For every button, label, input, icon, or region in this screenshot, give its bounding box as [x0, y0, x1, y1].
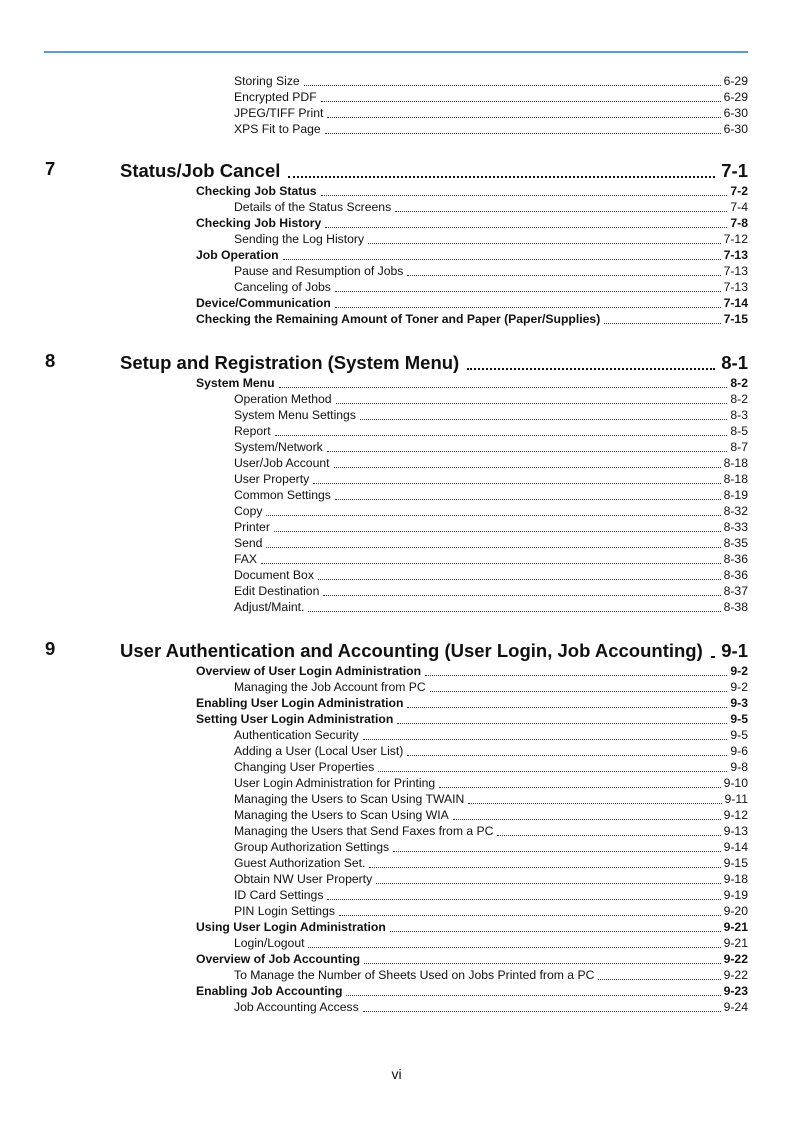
dot-leader: [393, 841, 720, 852]
toc-entry-page: 7-2: [730, 184, 748, 198]
toc-entry-page: 8-33: [723, 520, 748, 534]
toc-entry-page: 8-19: [723, 488, 748, 502]
dot-leader: [266, 505, 720, 516]
toc-entry-title: Common Settings: [234, 488, 331, 502]
dot-leader: [327, 107, 720, 118]
dot-leader: [266, 537, 720, 548]
toc-entry-page: 9-11: [724, 792, 748, 806]
toc-section-entry[interactable]: [196, 246, 748, 262]
toc-entry-title: User/Job Account: [234, 456, 330, 470]
toc-entry-page: 9-12: [723, 808, 748, 822]
toc-entry-page: 9-6: [730, 744, 748, 758]
toc-entry-title: Details of the Status Screens: [234, 200, 392, 214]
toc-subentry[interactable]: [234, 726, 748, 742]
dot-leader: [407, 745, 727, 756]
dot-leader: [376, 873, 720, 884]
toc-entry-title: System/Network: [234, 440, 323, 454]
toc-entry-page: 8-2: [730, 376, 748, 390]
toc-subentry[interactable]: [234, 550, 748, 566]
toc-entry-title: User Property: [234, 472, 310, 486]
dot-leader: [439, 777, 720, 788]
toc-entry-page: 8-35: [723, 536, 748, 550]
toc-entry-title: Setup and Registration (System Menu): [120, 352, 460, 373]
toc-entry-page: 7-15: [723, 312, 748, 326]
toc-subentry[interactable]: [234, 822, 748, 838]
toc-entry-title: User Login Administration for Printing: [234, 776, 436, 790]
toc-subentry[interactable]: [234, 902, 748, 918]
dot-leader: [308, 937, 720, 948]
dot-leader: [323, 585, 720, 596]
toc-entry-title: Managing the Users to Scan Using TWAIN: [234, 792, 465, 806]
dot-leader: [430, 681, 728, 692]
toc-subentry[interactable]: [234, 278, 748, 294]
toc-entry-page: 9-24: [723, 1000, 748, 1014]
toc-entry-title: Device/Communication: [196, 296, 331, 310]
toc-entry-title: Storing Size: [234, 74, 300, 88]
dot-leader: [274, 521, 721, 532]
dot-leader: [288, 162, 715, 178]
dot-leader: [369, 857, 720, 868]
toc-entry-page: 9-19: [723, 888, 748, 902]
toc-entry-title: Managing the Users to Scan Using WIA: [234, 808, 449, 822]
toc-entry-page: 7-13: [723, 248, 748, 262]
chapter-number: 9: [45, 638, 56, 659]
toc-section-entry[interactable]: [196, 182, 748, 198]
toc-entry-page: 9-22: [723, 968, 748, 982]
toc-entry-title: Adding a User (Local User List): [234, 744, 404, 758]
toc-subentry[interactable]: [234, 678, 748, 694]
dot-leader: [334, 457, 721, 468]
toc-entry-page: 9-2: [730, 664, 748, 678]
toc-subentry[interactable]: [234, 470, 748, 486]
toc-entry-title: Managing the Job Account from PC: [234, 680, 426, 694]
toc-entry-page: 9-22: [723, 952, 748, 966]
toc-entry-page: 9-20: [723, 904, 748, 918]
toc-entry-title: User Authentication and Accounting (User Login, Job Accounting): [120, 640, 703, 661]
dot-leader: [711, 642, 716, 658]
toc-entry-title: Using User Login Administration: [196, 920, 386, 934]
toc-entry-title: Sending the Log History: [234, 232, 365, 246]
toc-subentry[interactable]: [234, 534, 748, 550]
dot-leader: [368, 233, 721, 244]
chapter-number: 7: [45, 158, 56, 179]
toc-entry-title: Setting User Login Administration: [196, 712, 394, 726]
toc-entry-page: 9-23: [723, 984, 748, 998]
toc-entry-title: Obtain NW User Property: [234, 872, 373, 886]
toc-entry-page: 9-5: [730, 728, 748, 742]
toc-subentry[interactable]: [234, 390, 748, 406]
dot-leader: [363, 1001, 721, 1012]
dot-leader: [339, 905, 721, 916]
dot-leader: [304, 75, 721, 86]
toc-section-entry[interactable]: [196, 950, 748, 966]
toc-subentry[interactable]: [234, 966, 748, 982]
toc-entry-title: System Menu: [196, 376, 275, 390]
dot-leader: [468, 793, 721, 804]
toc-entry-page: 6-29: [723, 74, 748, 88]
dot-leader: [425, 665, 727, 676]
toc-subentry[interactable]: [234, 806, 748, 822]
dot-leader: [321, 91, 721, 102]
toc-subentry[interactable]: [234, 998, 748, 1014]
toc-section-entry[interactable]: [196, 214, 748, 230]
toc-entry-page: 9-2: [730, 680, 748, 694]
dot-leader: [325, 217, 727, 228]
toc-entry-page: 7-12: [723, 232, 748, 246]
toc-subentry[interactable]: [234, 838, 748, 854]
toc-section-entry[interactable]: [196, 310, 748, 326]
toc-entry-title: Document Box: [234, 568, 314, 582]
toc-subentry[interactable]: [234, 790, 748, 806]
dot-leader: [395, 201, 727, 212]
page-number: vi: [391, 1066, 402, 1082]
toc-entry-title: Job Accounting Access: [234, 1000, 359, 1014]
dot-leader: [397, 713, 727, 724]
toc-entry-page: 9-14: [723, 840, 748, 854]
toc-subentry[interactable]: [234, 88, 748, 104]
dot-leader: [604, 313, 720, 324]
dot-leader: [327, 889, 720, 900]
toc-entry-title: Overview of Job Accounting: [196, 952, 361, 966]
dot-leader: [378, 761, 727, 772]
dot-leader: [318, 569, 721, 580]
toc-entry-title: Guest Authorization Set.: [234, 856, 366, 870]
toc-subentry[interactable]: [234, 262, 748, 278]
toc-entry-title: Job Operation: [196, 248, 279, 262]
toc-entry-page: 7-13: [723, 264, 748, 278]
toc-entry-page: 8-5: [730, 424, 748, 438]
toc-section-entry[interactable]: [196, 662, 748, 678]
toc-entry-title: Printer: [234, 520, 270, 534]
toc-subentry[interactable]: [234, 454, 748, 470]
dot-leader: [467, 354, 715, 370]
toc-subentry[interactable]: [234, 582, 748, 598]
toc-subentry[interactable]: [234, 742, 748, 758]
toc-subentry[interactable]: [234, 774, 748, 790]
toc-entry-page: 6-30: [723, 122, 748, 136]
dot-leader: [261, 553, 721, 564]
toc-entry-title: To Manage the Number of Sheets Used on Jobs Printed from a PC: [234, 968, 595, 982]
toc-chapter-heading[interactable]: [120, 350, 748, 374]
toc-entry-title: Login/Logout: [234, 936, 305, 950]
toc-section-entry[interactable]: [196, 710, 748, 726]
toc-entry-title: Checking the Remaining Amount of Toner and Paper (Paper/Supplies): [196, 312, 601, 326]
dot-leader: [453, 809, 721, 820]
dot-leader: [364, 953, 720, 964]
dot-leader: [275, 425, 728, 436]
toc-entry-page: 7-4: [730, 200, 748, 214]
toc-section-entry[interactable]: [196, 694, 748, 710]
toc-entry-page: 9-3: [730, 696, 748, 710]
dot-leader: [313, 473, 720, 484]
toc-subentry[interactable]: [234, 566, 748, 582]
toc-subentry[interactable]: [234, 502, 748, 518]
toc-entry-title: Checking Job Status: [196, 184, 317, 198]
toc-entry-title: Enabling User Login Administration: [196, 696, 404, 710]
toc-entry-page: 8-1: [721, 352, 748, 373]
toc-subentry[interactable]: [234, 422, 748, 438]
toc-subentry[interactable]: [234, 104, 748, 120]
toc-subentry[interactable]: [234, 598, 748, 614]
toc-entry-title: ID Card Settings: [234, 888, 324, 902]
toc-entry-title: Authentication Security: [234, 728, 359, 742]
dot-leader: [335, 297, 721, 308]
toc-section-entry[interactable]: [196, 374, 748, 390]
toc-entry-page: 9-18: [723, 872, 748, 886]
toc-entry-title: Adjust/Maint.: [234, 600, 305, 614]
dot-leader: [407, 697, 727, 708]
toc-entry-page: 7-8: [730, 216, 748, 230]
dot-leader: [279, 377, 728, 388]
toc-entry-page: 7-1: [721, 160, 748, 181]
toc-subentry[interactable]: [234, 518, 748, 534]
toc-entry-title: Send: [234, 536, 263, 550]
toc-entry-title: Encrypted PDF: [234, 90, 317, 104]
toc-section-entry[interactable]: [196, 918, 748, 934]
toc-subentry[interactable]: [234, 120, 748, 136]
toc-section-entry[interactable]: [196, 294, 748, 310]
dot-leader: [335, 281, 721, 292]
toc-entry-title: Checking Job History: [196, 216, 322, 230]
toc-subentry[interactable]: [234, 438, 748, 454]
toc-subentry[interactable]: [234, 854, 748, 870]
toc-entry-page: 8-18: [723, 472, 748, 486]
toc-entry-page: 9-15: [723, 856, 748, 870]
toc-entry-page: 7-13: [723, 280, 748, 294]
toc-subentry[interactable]: [234, 406, 748, 422]
toc-entry-page: 6-30: [723, 106, 748, 120]
toc-entry-title: Copy: [234, 504, 263, 518]
toc-entry-title: Edit Destination: [234, 584, 320, 598]
toc-entry-page: 8-7: [730, 440, 748, 454]
toc-subentry[interactable]: [234, 870, 748, 886]
dot-leader: [321, 185, 728, 196]
toc-entry-title: Canceling of Jobs: [234, 280, 331, 294]
toc-entry-page: 6-29: [723, 90, 748, 104]
toc-entry-page: 9-21: [723, 920, 748, 934]
toc-subentry[interactable]: [234, 198, 748, 214]
dot-leader: [325, 123, 721, 134]
toc-entry-page: 8-38: [723, 600, 748, 614]
toc-entry-page: 8-36: [723, 568, 748, 582]
toc-chapter-heading[interactable]: [120, 638, 748, 662]
dot-leader: [598, 969, 720, 980]
dot-leader: [360, 409, 727, 420]
toc-entry-title: Report: [234, 424, 271, 438]
toc-subentry[interactable]: [234, 486, 748, 502]
toc-entry-page: 8-3: [730, 408, 748, 422]
toc-entry-page: 7-14: [723, 296, 748, 310]
dot-leader: [335, 489, 721, 500]
toc-entry-title: JPEG/TIFF Print: [234, 106, 324, 120]
toc-entry-page: 9-21: [723, 936, 748, 950]
dot-leader: [363, 729, 728, 740]
toc-entry-page: 9-13: [723, 824, 748, 838]
toc-entry-page: 9-10: [723, 776, 748, 790]
toc-entry-page: 8-36: [723, 552, 748, 566]
toc-entry-title: System Menu Settings: [234, 408, 356, 422]
toc-entry-title: Operation Method: [234, 392, 332, 406]
toc-entry-title: Changing User Properties: [234, 760, 375, 774]
toc-entry-page: 8-2: [730, 392, 748, 406]
toc-entry-title: Pause and Resumption of Jobs: [234, 264, 404, 278]
toc-entry-title: Group Authorization Settings: [234, 840, 390, 854]
toc-entry-title: Status/Job Cancel: [120, 160, 281, 181]
dot-leader: [407, 265, 720, 276]
dot-leader: [390, 921, 721, 932]
toc-subentry[interactable]: [234, 230, 748, 246]
dot-leader: [497, 825, 720, 836]
dot-leader: [327, 441, 728, 452]
toc-entry-page: 8-32: [723, 504, 748, 518]
dot-leader: [308, 601, 720, 612]
toc-entry-page: 8-37: [723, 584, 748, 598]
toc-entry-page: 8-18: [723, 456, 748, 470]
toc-subentry[interactable]: [234, 934, 748, 950]
dot-leader: [336, 393, 728, 404]
toc-entry-title: PIN Login Settings: [234, 904, 335, 918]
toc-entry-title: Managing the Users that Send Faxes from a PC: [234, 824, 494, 838]
dot-leader: [283, 249, 721, 260]
toc-section-entry[interactable]: [196, 982, 748, 998]
toc-entry-page: 9-1: [721, 640, 748, 661]
toc-entry-title: FAX: [234, 552, 258, 566]
toc-entry-title: XPS Fit to Page: [234, 122, 321, 136]
toc-entry-title: Enabling Job Accounting: [196, 984, 343, 998]
toc-entry-page: 9-5: [730, 712, 748, 726]
toc-subentry[interactable]: [234, 758, 748, 774]
toc-subentry[interactable]: [234, 886, 748, 902]
toc-subentry[interactable]: [234, 72, 748, 88]
toc-chapter-heading[interactable]: [120, 158, 748, 182]
toc-entry-page: 9-8: [730, 760, 748, 774]
toc-entry-title: Overview of User Login Administration: [196, 664, 422, 678]
dot-leader: [346, 985, 720, 996]
chapter-number: 8: [45, 350, 56, 371]
